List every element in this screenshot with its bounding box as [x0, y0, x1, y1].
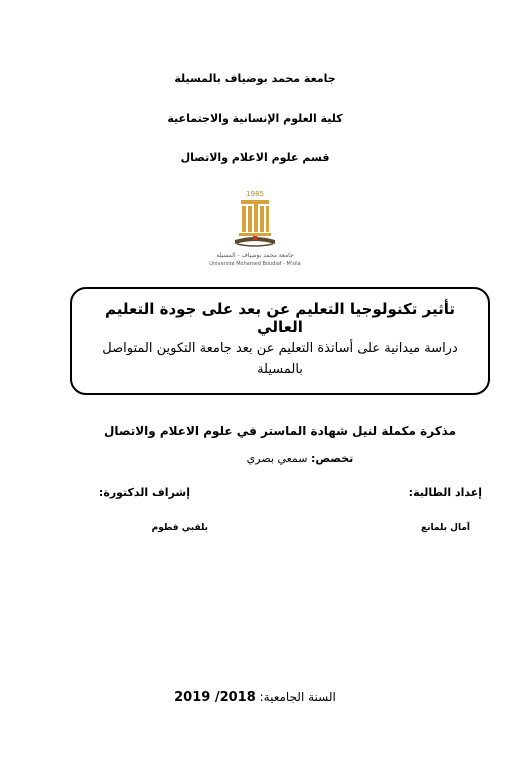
logo-year: 1985 [246, 190, 264, 198]
academic-year-label: السنة الجامعية: [259, 690, 336, 704]
student-label: إعداد الطالبة: [408, 486, 482, 499]
academic-year [0, 690, 510, 705]
university-name: جامعة محمد بوضياف بالمسيلة [174, 72, 336, 85]
supervisor-label: إشراف الدكتورة: [98, 486, 190, 499]
thesis-subtitle: دراسة ميدانية على أساتذة التعليم عن بعد جامعة التكوين المتواصل بالمسيلة [102, 341, 458, 377]
memo-statement: مذكرة مكملة لنيل شهادة الماستر في علوم الاعلام والاتصال [103, 424, 457, 438]
student-name: آمال بلمانع [421, 523, 470, 533]
thesis-title: تأثير تكنولوجيا التعليم عن بعد على جودة التعليم العالي [105, 300, 455, 336]
specialty-value: سمعي بصري [246, 452, 308, 465]
logo-caption-ar: جامعة محمد بوضياف - المسيلة [216, 252, 294, 259]
specialty-label: تخصص: [311, 452, 354, 465]
specialty-line [150, 452, 450, 465]
logo-caption-fr: Université Mohamed Boudiaf - M'sila [209, 261, 301, 267]
department-name: قسم علوم الاعلام والاتصال [180, 151, 330, 164]
academic-year-value: 2018/ 2019 [174, 690, 256, 705]
supervisor-name: بلقبي فطوم [151, 523, 208, 533]
faculty-name: كلية العلوم الإنسانية والاجتماعية [167, 112, 343, 125]
